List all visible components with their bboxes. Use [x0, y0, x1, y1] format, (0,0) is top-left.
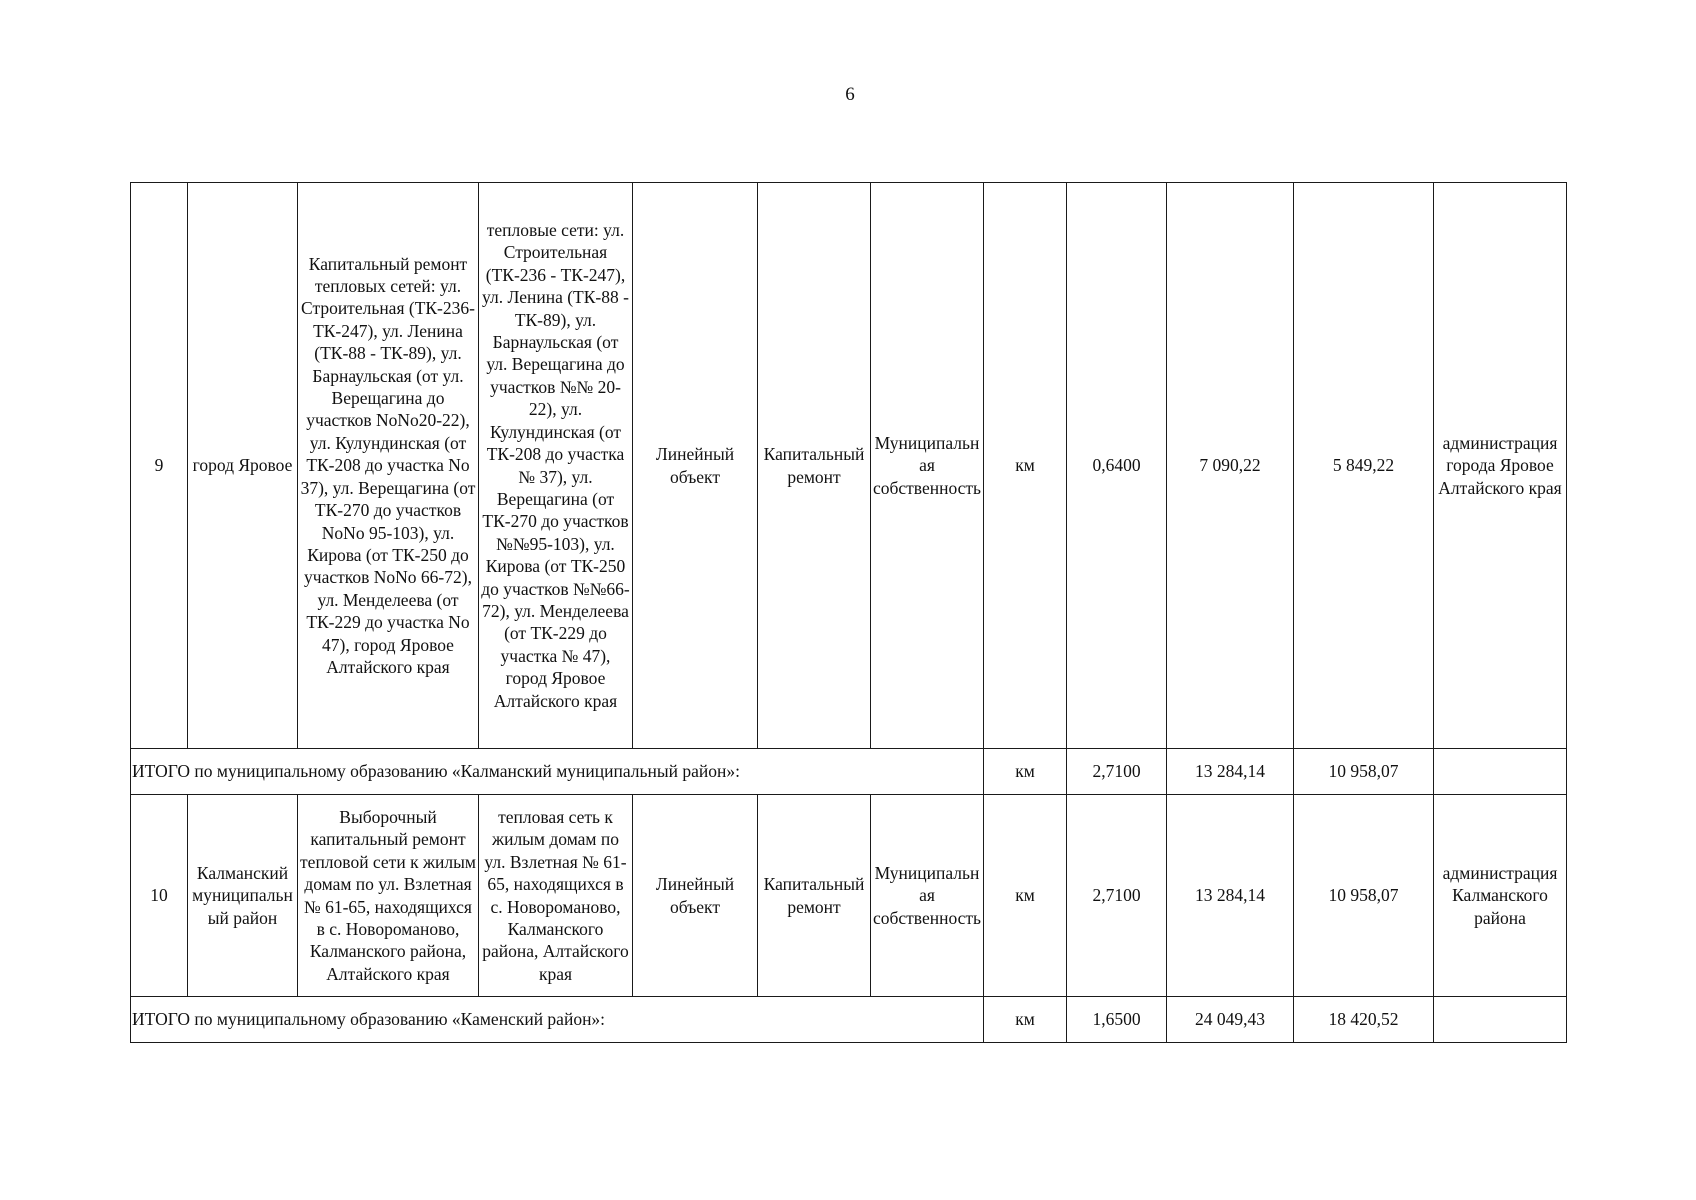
total-length: 2,7100	[1067, 749, 1167, 795]
unit-cell: км	[984, 795, 1067, 997]
total-cost-funded: 18 420,52	[1294, 997, 1434, 1043]
total-cost-funded: 10 958,07	[1294, 749, 1434, 795]
total-unit: км	[984, 749, 1067, 795]
total-cost-total: 13 284,14	[1167, 749, 1294, 795]
cost-funded-cell: 5 849,22	[1294, 183, 1434, 749]
municipality-cell: Калманский муниципальный район	[188, 795, 298, 997]
total-length: 1,6500	[1067, 997, 1167, 1043]
total-cost-total: 24 049,43	[1167, 997, 1294, 1043]
object-name-cell: тепловые сети: ул. Строительная (ТК-236 - ТК-247), ул. Ленина (ТК-88 - ТК-89), ул. Барнаульская (от ул. Верещагина до участков №№ 20-22), ул. Кулундинская (от ТК-208 до участка № 37), ул. Верещагина (от ТК-270 до участков №№95-103), ул. Кирова (от ТК-250 до участков №№66-72), ул. Менделеева (от ТК-229 до участка № 47), город Яровое Алтайского края	[479, 183, 633, 749]
cost-funded-cell: 10 958,07	[1294, 795, 1434, 997]
table-row	[131, 795, 1567, 997]
work-description-cell: Капитальный ремонт тепловых сетей: ул. Строительная (ТК-236-ТК-247), ул. Ленина (ТК-88 - ТК-89), ул. Барнаульская (от ул. Верещагина до участков NoNo20-22), ул. Кулундинская (от ТК-208 до участка No 37), ул. Верещагина (от ТК-270 до участков NoNo 95-103), ул. Кирова (от ТК-250 до участков NoNo 66-72), ул. Менделеева (от ТК-229 до участка No 47), город Яровое Алтайского края	[298, 183, 479, 749]
total-unit: км	[984, 997, 1067, 1043]
total-row	[131, 749, 1567, 795]
unit-cell: км	[984, 183, 1067, 749]
table-row	[131, 183, 1567, 749]
object-type-cell: Линейный объект	[633, 795, 758, 997]
total-label: ИТОГО по муниципальному образованию «Калманский муниципальный район»:	[131, 749, 984, 795]
total-row	[131, 997, 1567, 1043]
total-label: ИТОГО по муниципальному образованию «Каменский район»:	[131, 997, 984, 1043]
ownership-cell: Муниципальная собственность	[871, 183, 984, 749]
municipality-cell: город Яровое	[188, 183, 298, 749]
object-name-cell: тепловая сеть к жилым домам по ул. Взлетная № 61-65, находящихся в с. Новороманово, Калманского района, Алтайского края	[479, 795, 633, 997]
customer-cell: администрация города Яровое Алтайского края	[1434, 183, 1567, 749]
length-cell: 2,7100	[1067, 795, 1167, 997]
total-empty-cell	[1434, 997, 1567, 1043]
work-description-cell: Выборочный капитальный ремонт тепловой сети к жилым домам по ул. Взлетная № 61-65, находящихся в с. Новороманово, Калманского района, Алтайского края	[298, 795, 479, 997]
page-number: 6	[845, 84, 855, 105]
row-number: 10	[131, 795, 188, 997]
work-type-cell: Капитальный ремонт	[758, 183, 871, 749]
work-type-cell: Капитальный ремонт	[758, 795, 871, 997]
length-cell: 0,6400	[1067, 183, 1167, 749]
cost-total-cell: 13 284,14	[1167, 795, 1294, 997]
ownership-cell: Муниципальная собственность	[871, 795, 984, 997]
cost-total-cell: 7 090,22	[1167, 183, 1294, 749]
works-table	[130, 182, 1567, 1043]
total-empty-cell	[1434, 749, 1567, 795]
customer-cell: администрация Калманского района	[1434, 795, 1567, 997]
row-number: 9	[131, 183, 188, 749]
object-type-cell: Линейный объект	[633, 183, 758, 749]
